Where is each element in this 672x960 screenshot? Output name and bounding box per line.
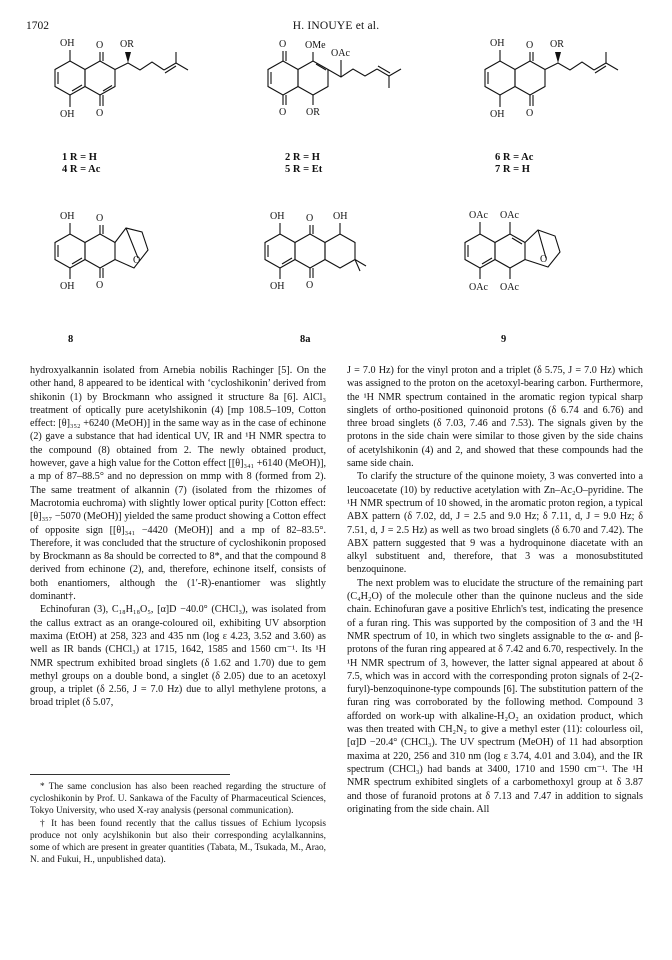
atom-oh: OH	[270, 281, 285, 292]
structure-label: 1 R = H 4 R = Ac	[62, 152, 101, 175]
footnote-divider	[30, 774, 230, 775]
atom-o: O	[96, 213, 104, 224]
footnote: * The same conclusion has also been reached regarding the structure of cycloshikonin by Prof. U. Sankawa of the Faculty of Pharmaceutical Sciences, Tokyo University, who used X-ray analysis (personal communication).	[30, 782, 326, 816]
right-column	[347, 364, 643, 816]
atom-o: O	[96, 280, 104, 291]
atom-oac: OAc	[500, 210, 519, 221]
atom-or: OR	[306, 107, 320, 118]
atom-o: O	[133, 255, 141, 266]
page-number: 1702	[26, 20, 49, 32]
atom-oh: OH	[333, 211, 348, 222]
atom-oh: OH	[60, 211, 75, 222]
footnotes	[30, 782, 326, 869]
structure-shikonin	[55, 50, 188, 107]
atom-oac: OAc	[500, 282, 519, 293]
atom-o: O	[540, 254, 548, 265]
atom-oh: OH	[60, 109, 75, 120]
chemical-structures-figure	[0, 0, 672, 360]
paragraph: J = 7.0 Hz) for the vinyl proton and a triplet (δ 5.75, J = 7.0 Hz) which was assigned to the proton on the acetoxyl-bearing carbon. Furthermore, the ¹H NMR spectrum contained in the aromatic region typical sharp singlets of ortho-positioned quinonoid protons (δ 6.74 and 6.76) and three broad singlets (δ 7.03, 7.46 and 7.53). The signals given by the protons in the side chain were similar to those given by the side chains of acetylshikonin (4) and 2, and showed that these compounds had the same side chain.	[347, 365, 643, 470]
structure-label: 8a	[300, 334, 311, 345]
atom-o: O	[279, 39, 287, 50]
left-column	[30, 364, 326, 710]
atom-oh: OH	[490, 38, 505, 49]
atom-oh: OH	[60, 281, 75, 292]
paragraph: hydroxyalkannin isolated from Arnebia nobilis Rachinger [5]. On the other hand, 8 appeared to be identical with ‘cycloshikonin’ derived from shikonin (1) by Brockmann who assigned it structure 8a [6]. AlCl₃ treatment of optically pure acetylshikonin (4) [mp 108.5–109, Cotton effect: [θ]₃₅₂ +6240 (MeOH)] in the same way as in the case of echinone (2) gave a substance that had identical UV, IR and ¹H NMR spectra to the compound (8) obtained from 2. The newly obtained product, however, gave a high value for the Cotton effect [[θ]₃₄₁ +6140 (MeOH)], a mp of 87–88.5° and no depression on mmp with 8 (formed from 2). The same treatment of alkannin (7) (isolated from the rhizomes of Macrotomia euchroma) with slightly lower optical purity [Cotton effect: [θ]₃₅₇ −5070 (MeOH)] yielded the same product showing a Cotton effect of opposite sign [[θ]₃₄₁ −4420 (MeOH)] and a mp of 82–83.5°. Therefore, it was concluded that the structure of cycloshikonin proposed by Brockmann as 8a should be corrected to 8*, and that the compound 8 derived from echinone (2), and, therefore, echinone itself, consists of both enantiomers, although the (1′-R)-enantiomer was slightly dominant†.	[30, 365, 326, 603]
paragraph: Echinofuran (3), C₁₈H₁₈O₅, [α]D −40.0° (CHCl₃), was isolated from the callus extract as an orange-coloured oil, exhibiting UV absorption maxima (EtOH) at 258, 323 and 435 nm (log ε 4.23, 3.52 and 3.60) as well as IR bands (CHCl₃) at 1715, 1642, 1585 and 1560 cm⁻¹. Its ¹H NMR spectrum exhibited broad singlets (δ 1.62 and 1.70) due to gem methyl groups on a double bond, a singlet (δ 2.05) due to an acetoxyl group, a triplet (δ 2.56, J = 7.0 Hz) due to allyl methylene protons, a broad triplet (δ 5.07,	[30, 604, 326, 709]
atom-o: O	[96, 40, 104, 51]
structure-label: 2 R = H 5 R = Et	[285, 152, 323, 175]
paragraph: The next problem was to elucidate the structure of the remaining part (C₄H₂O) of the molecule other than the quinone nucleus and the side chain. Echinofuran gave a positive Ehrlich's test, indicating the presence of a furan ring. This was supported by the composition of 3 and the ¹H NMR spectrum of 10, in which two singlets assignable to the α- and β-protons of the furan ring appeared at δ 7.42 and 6.70, respectively. In the ¹H NMR spectrum of 3, however, the latter signal appeared at about δ 7.5, which was in accord with the corresponding proton signals of 2-(2-furyl)-benzoquinone-type compounds [6]. The substitution pattern of the furan ring was corroborated by the following method. Compound 3 afforded on work-up with alkaline-H₂O₂ an oxidation product, which was then treated with CH₂N₂ to give a methyl ester (11): colourless oil, [α]D −20.4° (CHCl₃). The UV spectrum (MeOH) of 11 had absorption maxima at 220, 256 and 310 nm (log ε 3.74, 4.01 and 3.04), and the IR spectrum (CHCl₃) had bands at 3400, 1710 and 1590 cm⁻¹. The ¹H NMR spectrum exhibited singlets of a carbomethoxyl group at δ 3.87 and those of furanoid protons at δ 7.13 and 7.47 in addition to signals originating from the side chain. All	[347, 577, 643, 815]
paragraph: To clarify the structure of the quinone moiety, 3 was converted into a leucoacetate (10) by reductive acetylation with Zn–Ac₂O–pyridine. The ¹H NMR spectrum of 10 showed, in the aromatic proton region, a typical ABX pattern (δ 7.02, dd, J = 2.5 and 9.0 Hz; δ 7.11, d, J = 9.0 Hz; δ 7.51, d, J = 2.5 Hz) as well as two broad singlets (δ 6.70 and 7.42). The ABX pattern suggested that 9 was a hydroquinone diacetate with an alkyl substituent and, therefore, that 3 was a monosubstituted benzoquinone.	[347, 471, 643, 576]
atom-or: OR	[120, 39, 134, 50]
atom-o: O	[306, 213, 314, 224]
structure-echinone	[268, 51, 401, 105]
atom-o: O	[306, 280, 314, 291]
structure-alkannin	[485, 50, 618, 107]
atom-o: O	[526, 40, 534, 51]
running-header: H. INOUYE et al.	[292, 20, 380, 32]
structure-label: 9	[501, 334, 507, 345]
atom-o: O	[526, 108, 534, 119]
atom-or: OR	[550, 39, 564, 50]
atom-ome: OMe	[305, 40, 326, 51]
atom-oh: OH	[490, 109, 505, 120]
atom-oac: OAc	[469, 282, 488, 293]
atom-oac: OAc	[469, 210, 488, 221]
structure-label: 6 R = Ac 7 R = H	[495, 152, 534, 175]
structure-cycloshikonin	[55, 223, 148, 279]
atom-oh: OH	[60, 38, 75, 49]
atom-oh: OH	[270, 211, 285, 222]
structure-8a	[265, 223, 366, 279]
atom-o: O	[96, 108, 104, 119]
atom-o: O	[279, 107, 287, 118]
structure-diacetate	[465, 222, 560, 279]
atom-oac: OAc	[331, 48, 350, 59]
footnote: † It has been found recently that the callus tissues of Echium lycopsis produce not only acylshikonin but also their corresponding acylalkannins, some of which are present in greater quantities (Tabata, M., Tsukada, M., Arao, N. and Fukui, H., unpublished data).	[30, 819, 326, 865]
structure-label: 8	[68, 334, 74, 345]
